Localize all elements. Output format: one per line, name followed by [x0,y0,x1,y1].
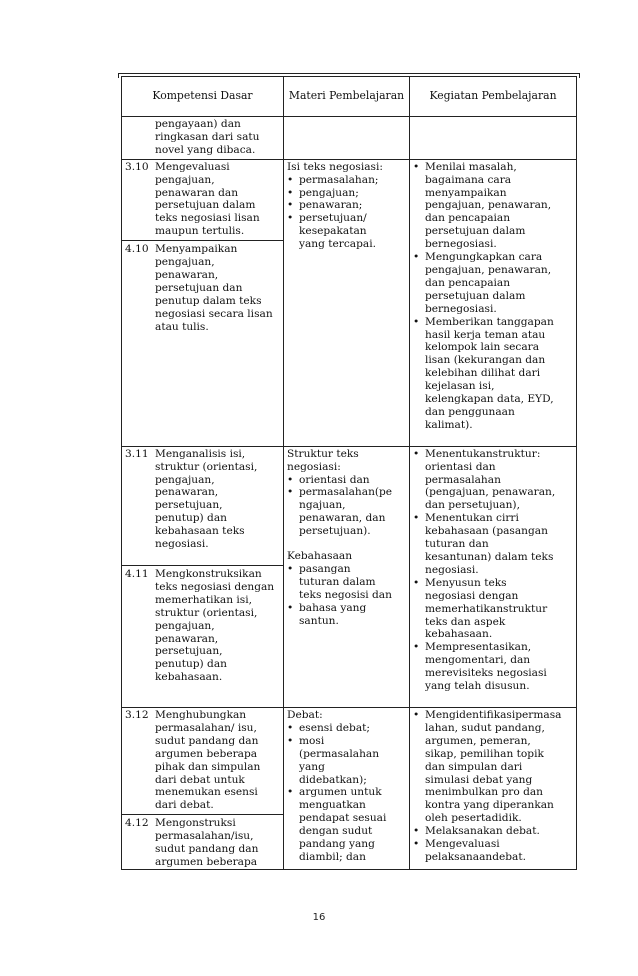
text-line: kebahasaan teks [155,525,245,538]
cell-materi [284,159,410,446]
bullet-icon: • [413,641,420,654]
text-line: permasalahan/isu, [155,830,254,843]
kd-item [125,161,280,238]
table-row [122,446,577,707]
text-line: atau tulis. [155,320,209,333]
materi-heading: Isi teks negosiasi: [287,160,383,173]
list-item: • Memberikan tanggapan hasil kerja teman atau kelompok lain secara lisan (kekurangan dan kelebihan dilihat dari kejelasan isi, kelengkapan data, EYD, dan penggunaan kalimat). [413,315,554,431]
text-line: dari debat. [155,799,214,812]
table-row-continued [122,117,577,160]
kd-number: 3.10 [125,160,149,173]
materi-list [287,722,406,864]
cell-continued-kd [122,117,284,160]
table-row [122,707,577,869]
text-line: struktur (orientasi, [155,460,258,473]
cell-materi [284,446,410,707]
list-item: • Mempresentasikan, mengomentari, dan merevisiteks negosiasi yang telah disusun. [413,641,547,693]
bullet-icon: • [287,212,294,225]
cell-kd [122,707,284,869]
text-line: memerhatikan isi, [155,593,252,606]
text-line: maupun tertulis. [155,225,245,238]
cell-materi [284,707,410,869]
text-line: penawaran dan [155,186,239,199]
materi-list [287,563,406,628]
text-line: pengajuan, [155,619,215,632]
text-line: persetujuan, [155,499,223,512]
bullet-icon: • [287,786,294,799]
text-line: pihak dan simpulan [155,760,261,773]
table-header-row [122,77,577,117]
bullet-icon: • [413,576,420,589]
header-kegiatan-pembelajaran: Kegiatan Pembelajaran [410,77,577,117]
list-item: • esensi debat; [287,721,370,734]
bullet-icon: • [413,447,420,460]
text-line: persetujuan dan [155,281,243,294]
text-line: argumen beberapa [155,747,258,760]
bullet-icon: • [413,708,420,721]
materi-heading: Struktur teks negosiasi: [287,447,359,473]
text-line: pengajuan, [155,256,215,269]
text-line: struktur (orientasi, [155,606,258,619]
kd-item [122,814,283,869]
materi-list [287,474,406,539]
text-line: penawaran, [155,486,219,499]
text-line: pengajuan, [155,173,215,186]
kd-number: 3.12 [125,708,149,721]
page-number: 16 [312,912,326,923]
cell-kd [122,446,284,707]
text-line: novel yang dibaca. [155,143,256,156]
cell-kegiatan [410,707,577,869]
kegiatan-list [413,448,573,693]
bullet-icon: • [287,721,294,734]
list-item: • Menilai masalah, bagaimana cara menyampaikan pengajuan, penawaran, dan pencapaian persetujuan dalam bernegosiasi. [413,160,552,251]
kd-item [122,240,283,333]
text-line: penawaran, [155,632,219,645]
kd-item [125,709,280,812]
header-materi-pembelajaran: Materi Pembelajaran [284,77,410,117]
text-line: persetujuan, [155,645,223,658]
cell-empty [410,117,577,160]
text-line: negosiasi. [155,538,209,551]
table-row [122,159,577,446]
bullet-icon: • [413,315,420,328]
text-line: Mengevaluasi [155,160,230,173]
list-item: • Mengungkapkan cara pengajuan, penawaran, dan pencapaian persetujuan dalam bernegosiasi. [413,251,552,315]
list-item: • Menentukan cirri kebahasaan (pasangan tuturan dan kesantunan) dalam teks negosiasi. [413,512,554,576]
text-line: Menghubungkan [155,708,247,721]
curriculum-table [121,76,577,870]
materi-heading-kebahasaan: Kebahasaan [287,550,353,563]
bullet-icon: • [413,160,420,173]
text-line: pengajuan, [155,473,215,486]
list-item: • bahasa yang santun. [287,601,367,627]
text-line: penutup) dan [155,512,227,525]
header-kompetensi-dasar: Kompetensi Dasar [122,77,284,117]
text-line: penawaran, [155,268,219,281]
list-item: • persetujuan/ kesepakatan yang tercapai. [287,212,376,251]
cell-kegiatan [410,159,577,446]
list-item: • penawaran; [287,199,363,212]
bullet-icon: • [413,512,420,525]
bullet-icon: • [413,251,420,264]
text-line: argumen beberapa [155,855,258,868]
cell-kegiatan [410,446,577,707]
bullet-icon: • [413,825,420,838]
text-line: sudut pandang dan [155,843,259,856]
kegiatan-list [413,709,573,864]
kd-number: 3.11 [125,447,149,460]
bullet-icon: • [287,186,294,199]
kd-item [122,565,283,684]
list-item: • Menyusun teks negosiasi dengan memerhatikanstruktur teks dan aspek kebahasaan. [413,576,548,641]
list-item: • mosi (permasalahan yang didebatkan); [287,734,380,786]
kd-number: 4.11 [125,568,149,580]
text-line: teks negosiasi lisan [155,212,260,225]
list-item: • Mengidentifikasipermasa lahan, sudut pandang, argumen, pemeran, sikap, pemilihan topik dan simpulan dari simulasi debat yang menimbulkan pro dan kontra yang diperankan oleh pesertadidik. [413,708,562,825]
kegiatan-list [413,161,573,432]
text-line: permasalahan/ isu, [155,721,257,734]
list-item: • permasalahan(pe ngajuan, penawaran, dan persetujuan). [287,486,393,538]
bullet-icon: • [287,601,294,614]
text-line: Menyampaikan [155,243,238,256]
text-line: teks negosiasi dengan [155,580,275,593]
bullet-icon: • [287,473,294,486]
text-line: kebahasaan. [155,671,223,684]
text-line: Mengkonstruksikan [155,568,262,580]
materi-heading: Debat: [287,708,323,721]
list-item: • argumen untuk menguatkan pendapat sesuai dengan sudut pandang yang diambil; dan [287,786,387,863]
text-line: negosiasi secara lisan [155,307,273,320]
bullet-icon: • [287,486,294,499]
list-item: • Mengevaluasi pelaksanaandebat. [413,838,526,863]
list-item: • pengajuan; [287,186,359,199]
bullet-icon: • [287,734,294,747]
materi-list [287,174,406,251]
bullet-icon: • [287,563,294,575]
bullet-icon: • [287,173,294,186]
text-line: ringkasan dari satu [155,130,260,143]
list-item: • orientasi dan [287,473,370,486]
bullet-icon: • [413,838,420,851]
bullet-icon: • [287,199,294,212]
kd-number: 4.12 [125,817,149,830]
text-line: penutup) dan [155,658,227,671]
text-line: Mengonstruksi [155,817,236,830]
text-line: dari debat untuk [155,773,245,786]
kd-item [125,448,280,551]
text-line: persetujuan dalam [155,199,256,212]
text-line: pengayaan) dan [155,118,241,130]
list-item: • permasalahan; [287,173,379,186]
kd-number: 4.10 [125,243,149,256]
text-line: menemukan esensi [155,786,258,799]
list-item: • Melaksanakan debat. [413,825,540,838]
cell-empty [284,117,410,160]
list-item: • Menentukanstruktur: orientasi dan permasalahan (pengajuan, penawaran, dan persetujuan), [413,447,556,512]
text-line: penutup dalam teks [155,294,262,307]
list-item: • pasangan tuturan dalam teks negosisi dan [287,563,392,601]
text-line: sudut pandang dan [155,734,259,747]
text-line: Menganalisis isi, [155,447,246,460]
cell-kd [122,159,284,446]
